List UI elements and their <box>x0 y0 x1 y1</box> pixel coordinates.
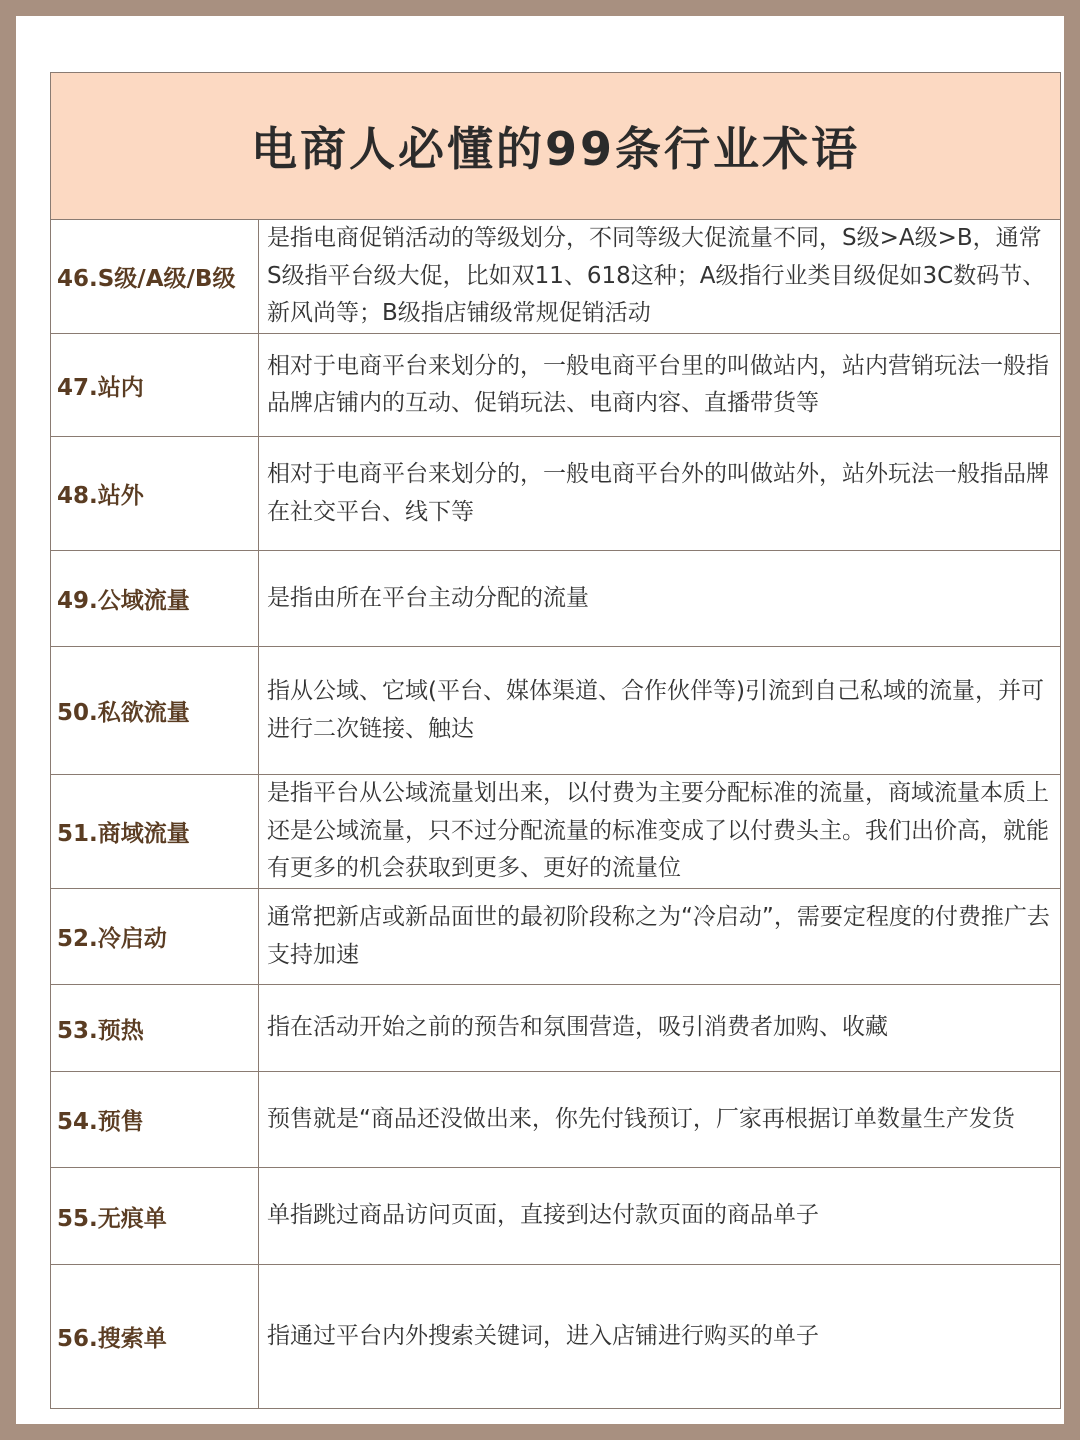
term-description: 是指由所在平台主动分配的流量 <box>267 584 589 611</box>
term-label: 50.私欲流量 <box>51 647 259 774</box>
term-description: 是指电商促销活动的等级划分，不同等级大促流量不同，S级>A级>B，通常S级指平台级大促，比如双11、618这种；A级指行业类目级促如3C数码节、新风尚等；B级指店铺级常规促销活动 <box>267 225 1046 327</box>
term-label: 54.预售 <box>51 1072 259 1167</box>
term-description: 指从公域、它域(平台、媒体渠道、合作伙伴等)引流到自己私域的流量，并可进行二次链接、触达 <box>267 678 1044 742</box>
term-label: 47.站内 <box>51 334 259 436</box>
term-label: 56.搜索单 <box>51 1265 259 1408</box>
table-row <box>51 334 1060 437</box>
term-description: 相对于电商平台来划分的，一般电商平台里的叫做站内，站内营销玩法一般指品牌店铺内的互动、促销玩法、电商内容、直播带货等 <box>267 352 1049 416</box>
term-label: 52.冷启动 <box>51 889 259 984</box>
term-label: 55.无痕单 <box>51 1168 259 1264</box>
term-description: 指通过平台内外搜索关键词，进入店铺进行购买的单子 <box>267 1322 819 1349</box>
table-row <box>51 1072 1060 1168</box>
term-description: 是指平台从公域流量划出来，以付费为主要分配标准的流量，商域流量本质上还是公域流量，只不过分配流量的标准变成了以付费头主。我们出价高，就能有更多的机会获取到更多、更好的流量位 <box>267 780 1049 882</box>
table-row <box>51 889 1060 985</box>
table-row <box>51 1168 1060 1265</box>
term-description: 通常把新店或新品面世的最初阶段称之为“冷启动”，需要定程度的付费推广去支持加速 <box>267 904 1050 968</box>
table-row <box>51 1265 1060 1408</box>
page-card <box>16 16 1064 1424</box>
term-description: 相对于电商平台来划分的，一般电商平台外的叫做站外，站外玩法一般指品牌在社交平台、线下等 <box>267 461 1049 525</box>
table-row <box>51 647 1060 775</box>
table-row <box>51 775 1060 889</box>
term-description: 指在活动开始之前的预告和氛围营造，吸引消费者加购、收藏 <box>267 1014 888 1041</box>
term-label: 53.预热 <box>51 985 259 1071</box>
table-row <box>51 220 1060 334</box>
terms-table <box>50 72 1061 1409</box>
term-description: 预售就是“商品还没做出来，你先付钱预订，厂家再根据订单数量生产发货 <box>267 1105 1015 1132</box>
term-label: 48.站外 <box>51 437 259 550</box>
table-row <box>51 551 1060 647</box>
term-description: 单指跳过商品访问页面，直接到达付款页面的商品单子 <box>267 1202 819 1229</box>
term-label: 49.公域流量 <box>51 551 259 646</box>
title-bar <box>51 73 1060 220</box>
page-title: 电商人必懂的99条行业术语 <box>250 122 860 176</box>
term-label: 51.商域流量 <box>51 775 259 888</box>
table-row <box>51 985 1060 1072</box>
term-label: 46.S级/A级/B级 <box>51 220 259 333</box>
table-row <box>51 437 1060 551</box>
